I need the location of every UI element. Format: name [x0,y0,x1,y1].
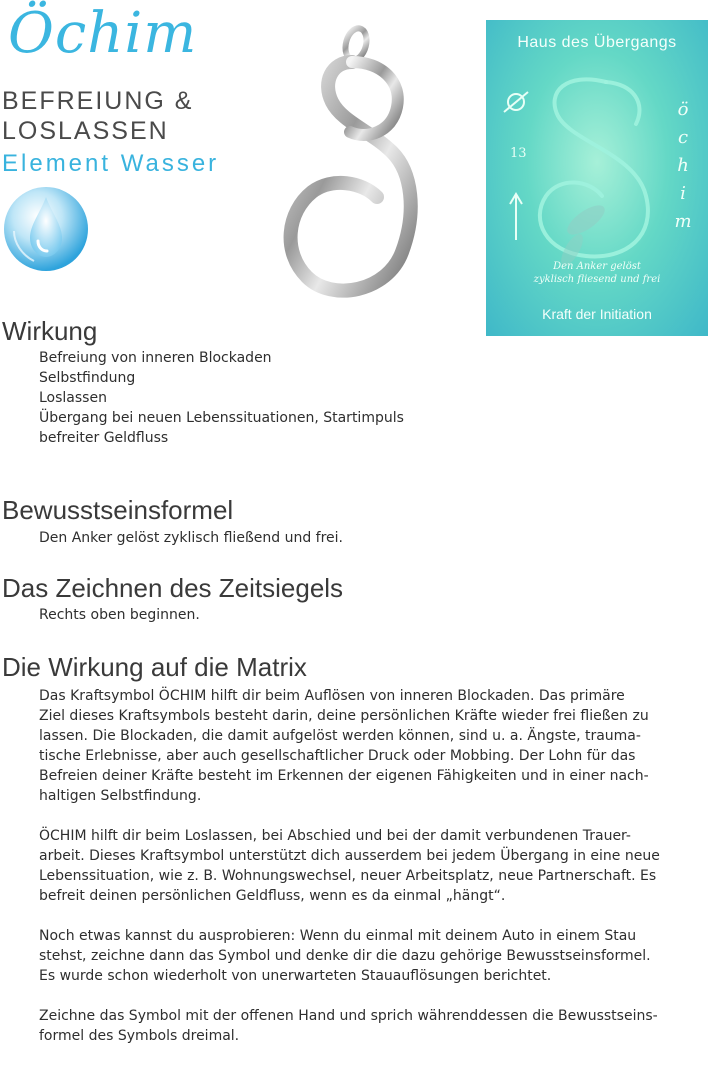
wirkung-list [39,348,404,448]
text-line: Zeichne das Symbol mit der offenen Hand und sprich währenddessen die Bewusstseins- [39,1008,658,1024]
subtitle-line-1: BEFREIUNG & [2,87,194,115]
text-line: Ziel dieses Kraftsymbols besteht darin, deine persönlichen Kräfte wieder frei fließen zu [39,708,649,724]
text-line: formel des Symbols dreimal. [39,1028,240,1044]
text-line: Noch etwas kannst du ausprobieren: Wenn du einmal mit deinem Auto in einem Stau [39,928,637,944]
list-item: Selbstfindung [39,370,136,386]
text-line: befreit deinen persönlichen Geldfluss, wenn es da einmal „hängt“. [39,888,506,904]
matrix-heading: Die Wirkung auf die Matrix [2,652,307,682]
text-line: stehst, zeichne dann das Symbol und denke dir die dazu gehörige Bewusstseinsformel. [39,948,651,964]
matrix-paragraph-3 [39,926,699,986]
list-item: befreiter Geldfluss [39,430,169,446]
zeichnen-heading: Das Zeichnen des Zeitsiegels [2,573,344,603]
logo-title: Öchim [8,1,198,66]
subtitle-line-2: LOSLASSEN [2,117,169,145]
formel-heading: Bewusstseinsformel [2,495,234,525]
card-bottom-text: Kraft der Initiation [542,306,652,322]
symbol-card [486,20,708,336]
text-line: arbeit. Dieses Kraftsymbol unterstützt dich ausserdem bei jedem Übergang in eine neue [39,848,660,864]
card-side-letters [671,96,695,236]
text-line: Befreien deiner Kräfte besteht im Erkennen der eigenen Fähigkeiten und in einer nach- [39,768,649,784]
pendant-image [272,22,432,312]
list-item: Befreiung von inneren Blockaden [39,350,272,366]
card-letter: m [674,211,692,232]
matrix-paragraph-4 [39,1006,699,1046]
text-line: ÖCHIM hilft dir beim Loslassen, bei Abschied und bei der damit verbundenen Trauer- [39,828,631,844]
matrix-body [39,686,699,1066]
zeichnen-text: Rechts oben beginnen. [39,607,200,623]
element-label: Element Wasser [2,150,220,177]
card-number: 13 [510,146,527,161]
matrix-paragraph-1 [39,686,699,806]
card-formula-line-2: zyklisch fliesend und frei [533,274,661,285]
card-top-text: Haus des Übergangs [517,34,677,51]
wirkung-heading: Wirkung [2,316,98,346]
card-letter: i [680,183,686,204]
list-item: Übergang bei neuen Lebenssituationen, Startimpuls [39,410,404,426]
text-line: Lebenssituation, wie z. B. Wohnungswechsel, neuer Arbeitsplatz, neue Partnerschaft. Es [39,868,657,884]
card-formula-line-1: Den Anker gelöst [553,261,641,272]
text-line: lassen. Die Blockaden, die damit aufgelöst werden können, sind u. a. Ängste, trauma- [39,728,641,744]
text-line: Es wurde schon wiederholt von unerwarteten Stauauflösungen berichtet. [39,968,552,984]
list-item: Loslassen [39,390,107,406]
matrix-paragraph-2 [39,826,699,906]
card-letter: c [677,127,689,148]
formel-text: Den Anker gelöst zyklisch fließend und frei. [39,530,343,546]
card-letter: ö [677,99,689,120]
text-line: haltigen Selbstfindung. [39,788,202,804]
subtitle [2,86,193,146]
text-line: Das Kraftsymbol ÖCHIM hilft dir beim Auflösen von inneren Blockaden. Das primäre [39,688,625,704]
text-line: tische Erlebnisse, aber auch gesellschaftlicher Druck oder Mobbing. Der Lohn für das [39,748,636,764]
water-drop-icon [0,183,94,277]
card-letter: h [677,155,689,176]
card-formula [506,260,688,286]
